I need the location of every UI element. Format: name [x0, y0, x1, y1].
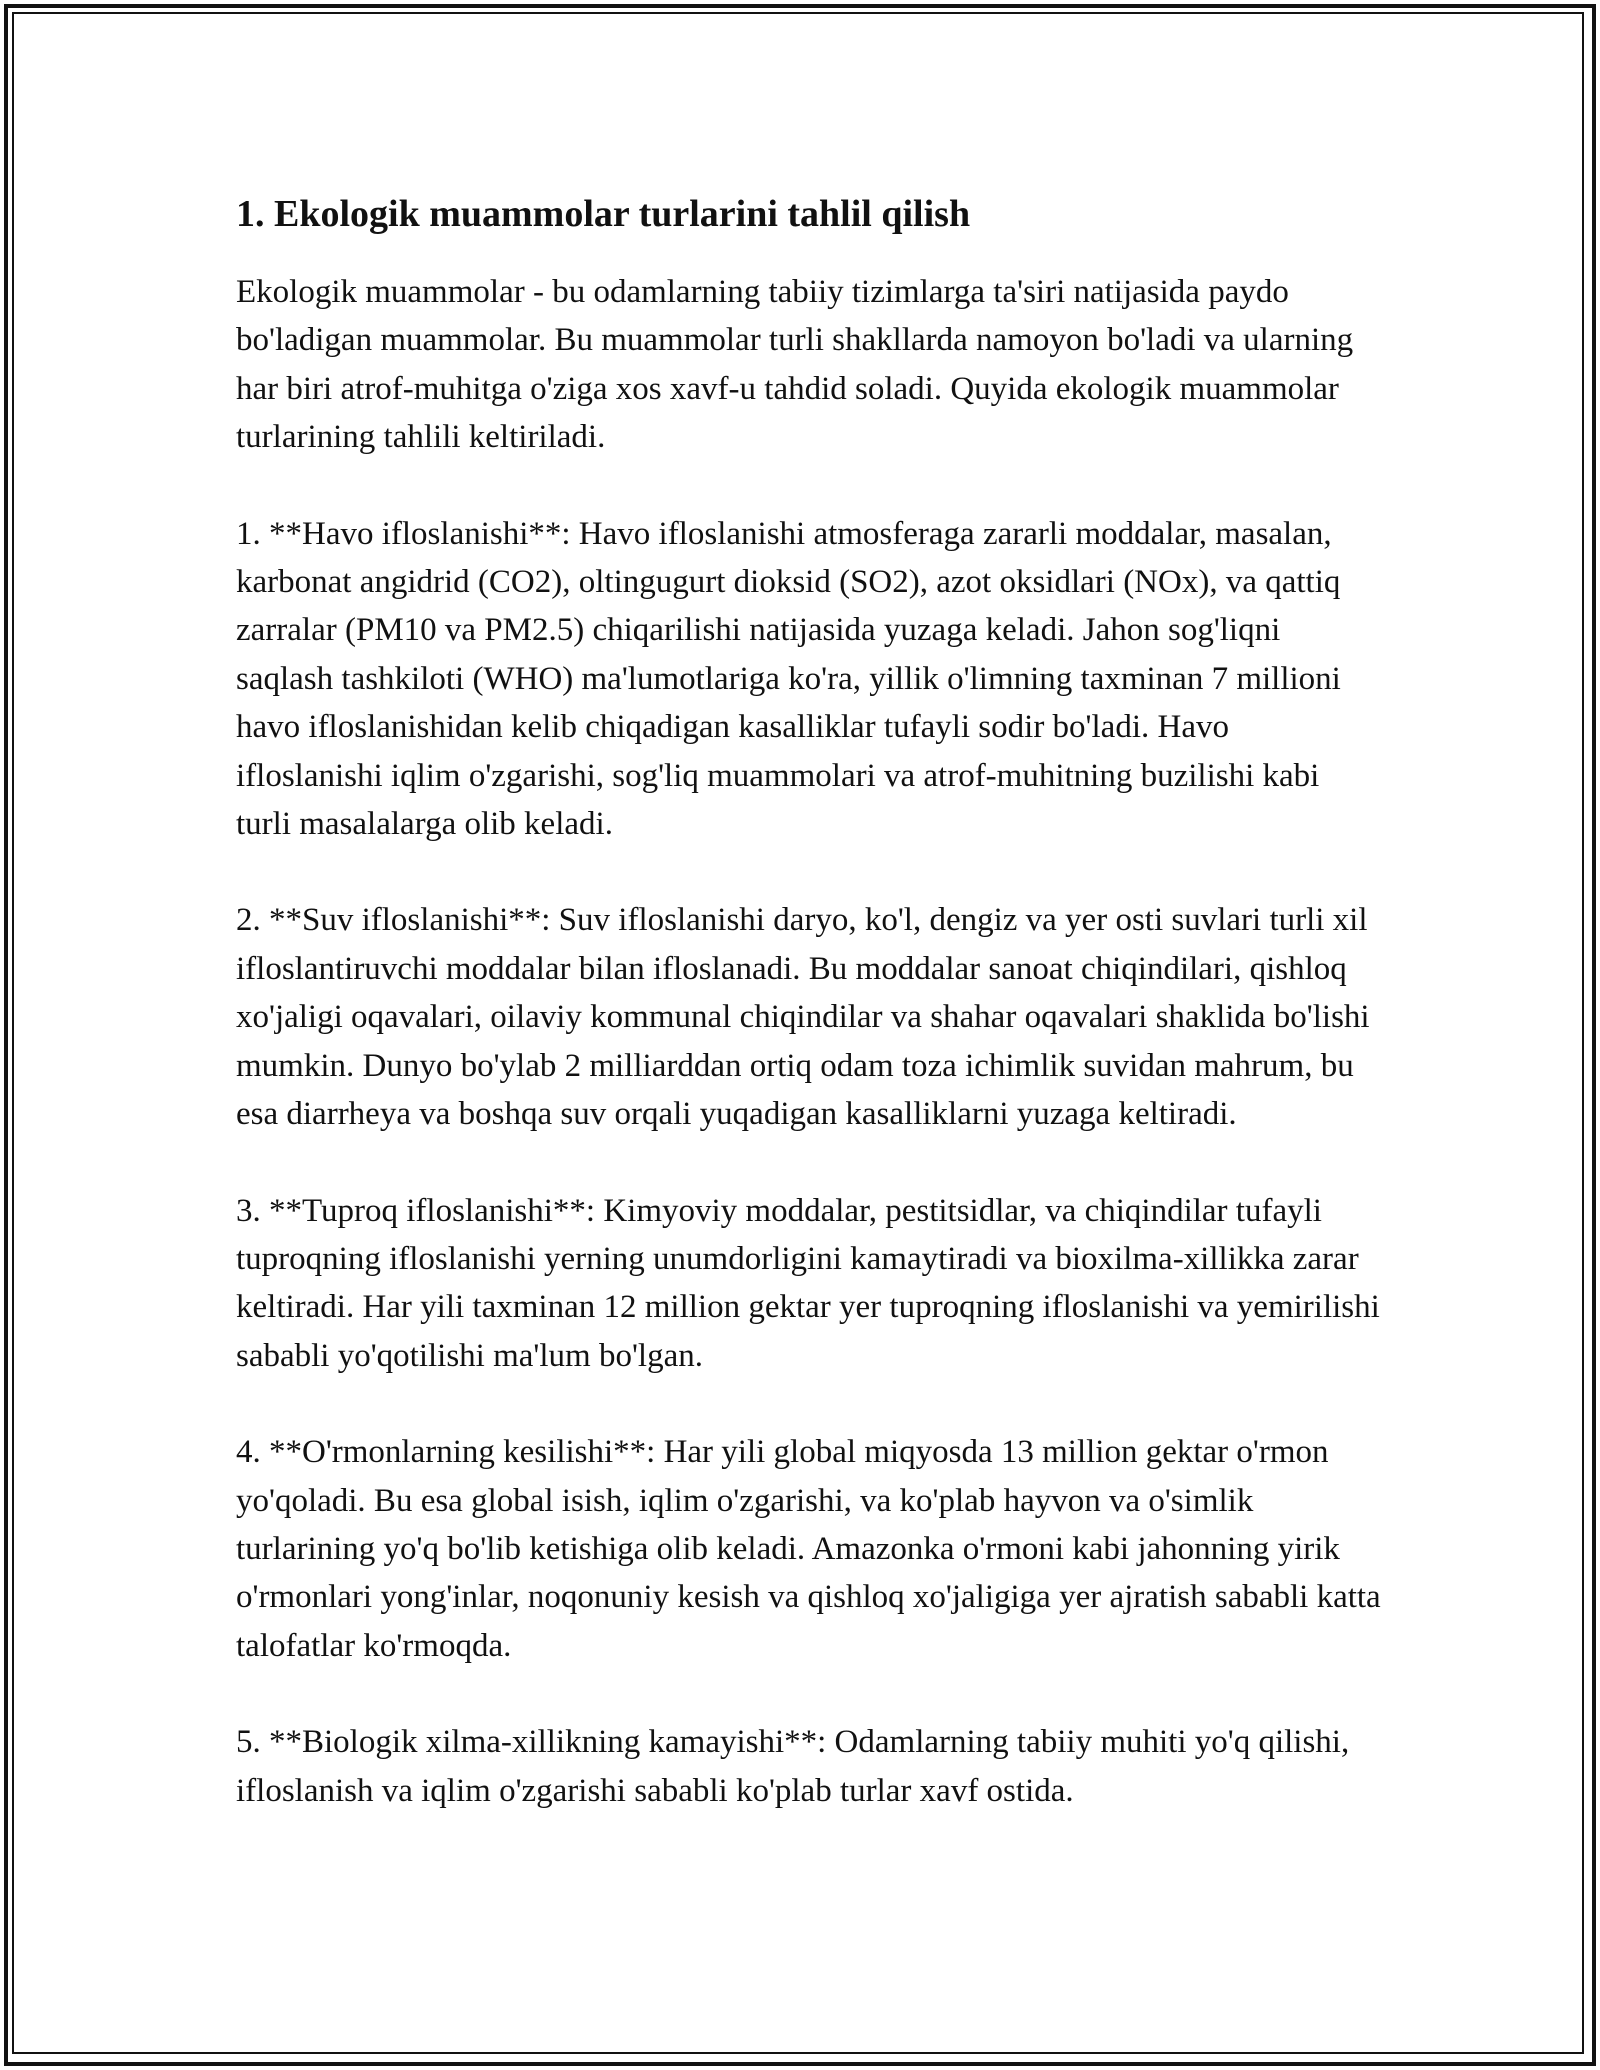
intro-paragraph: Ekologik muammolar - bu odamlarning tabiiy tizimlarga ta'siri natijasida paydo bo'ladigan muammolar. Bu muammolar turli shakllarda namoyon bo'ladi va ularning har biri atrof-muhitga o'ziga xos xavf-u tahdid soladi. Quyida ekologik muammolar turlarining tahlili keltiriladi. [236, 274, 1354, 456]
document-body [236, 186, 1382, 1863]
paragraph-biodiversity-loss: 5. **Biologik xilma-xillikning kamayishi**: Odamlarning tabiiy muhiti yo'q qilishi, ifloslanish va iqlim o'zgarishi sababli ko'plab turlar xavf ostida. [236, 1724, 1350, 1809]
paragraph-deforestation: 4. **O'rmonlarning kesilishi**: Har yili global miqyosda 13 million gektar o'rmon yo'qoladi. Bu esa global isish, iqlim o'zgarishi, va ko'plab hayvon va o'simlik turlarining yo'q bo'lib ketishiga olib keladi. Amazonka o'rmoni kabi jahonning yirik o'rmonlari yong'inlar, noqonuniy kesish va qishloq xo'jaligiga yer ajratish sababli katta talofatlar ko'rmoqda. [236, 1434, 1381, 1664]
paragraph-water-pollution: 2. **Suv ifloslanishi**: Suv ifloslanishi daryo, ko'l, dengiz va yer osti suvlari turli xil ifloslantiruvchi moddalar bilan ifloslanadi. Bu moddalar sanoat chiqindilari, qishloq xo'jaligi oqavalari, oilaviy kommunal chiqindilar va shahar oqavalari shaklida bo'lishi mumkin. Dunyo bo'ylab 2 milliarddan ortiq odam toza ichimlik suvidan mahrum, bu esa diarrheya va boshqa suv orqali yuqadigan kasalliklarni yuzaga keltiradi. [236, 902, 1370, 1133]
document-title: 1. Ekologik muammolar turlarini tahlil qilish [236, 193, 971, 235]
paragraph-air-pollution: 1. **Havo ifloslanishi**: Havo ifloslanishi atmosferaga zararli moddalar, masalan, karbonat angidrid (CO2), oltingugurt dioksid (SO2), azot oksidlari (NOx), va qattiq zarralar (PM10 va PM2.5) chiqarilishi natijasida yuzaga keladi. Jahon sog'liqni saqlash tashkiloti (WHO) ma'lumotlariga ko'ra, yillik o'limning taxminan 7 millioni havo ifloslanishidan kelib chiqadigan kasalliklar tufayli sodir bo'ladi. Havo ifloslanishi iqlim o'zgarishi, sog'liq muammolari va atrof-muhitning buzilishi kabi turli masalalarga olib keladi. [236, 515, 1341, 843]
paragraph-soil-pollution: 3. **Tuproq ifloslanishi**: Kimyoviy moddalar, pestitsidlar, va chiqindilar tufayli tuproqning ifloslanishi yerning unumdorligini kamaytiradi va bioxilma-xillikka zarar keltiradi. Har yili taxminan 12 million gektar yer tuproqning ifloslanishi va yemirilishi sababli yo'qotilishi ma'lum bo'lgan. [236, 1192, 1380, 1374]
